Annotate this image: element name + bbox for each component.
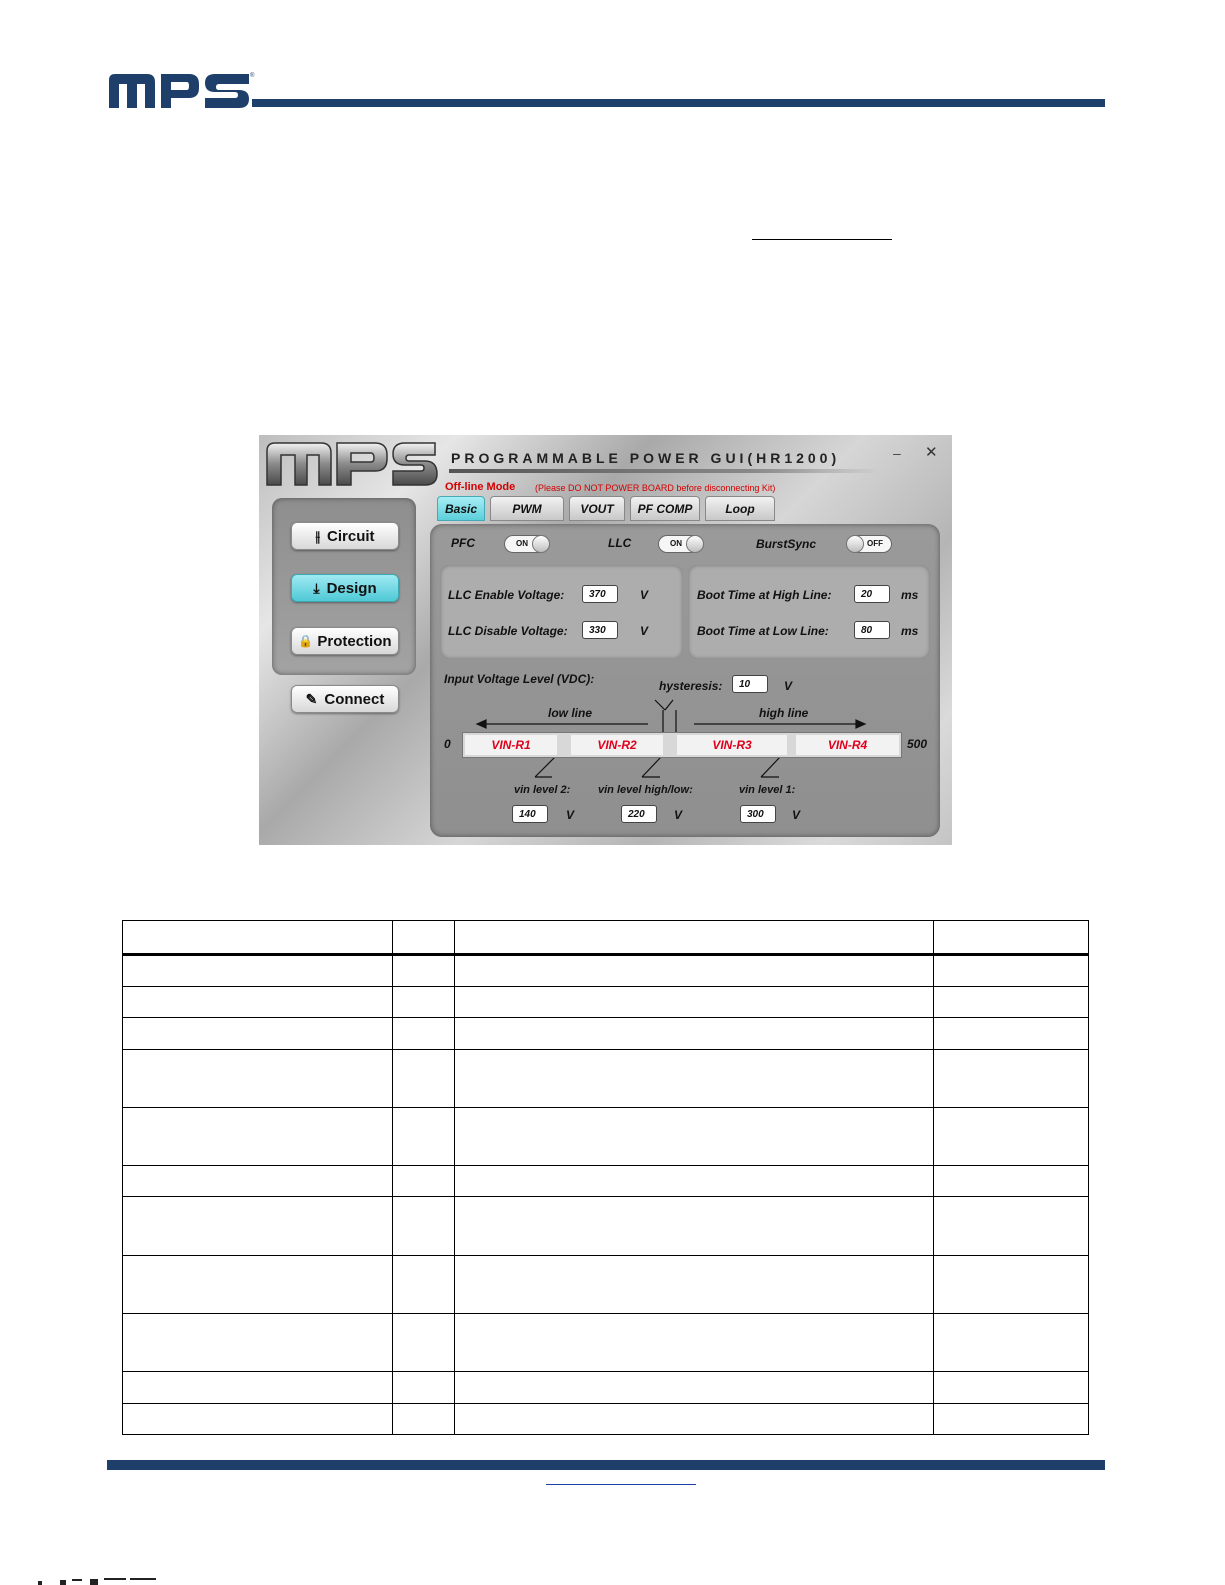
hysteresis-label: hysteresis: — [659, 679, 723, 693]
table-row — [123, 1256, 1089, 1314]
vin-level-high-low-input[interactable]: 220 — [621, 805, 657, 823]
table-row — [123, 987, 1089, 1018]
table-row — [123, 955, 1089, 987]
table-row — [123, 1166, 1089, 1197]
title-underline — [449, 469, 879, 473]
close-button[interactable]: ✕ — [925, 444, 938, 461]
vin-range-segment: VIN-R2 — [571, 735, 663, 755]
llc-disable-input[interactable]: 330 — [582, 621, 618, 639]
boot-high-label: Boot Time at High Line: — [697, 588, 832, 602]
table-row — [123, 1050, 1089, 1108]
llc-enable-input[interactable]: 370 — [582, 585, 618, 603]
unit-label: V — [784, 679, 793, 693]
unit-label: V — [640, 588, 649, 602]
scale-max-label: 500 — [907, 737, 928, 751]
vin-range-segment: VIN-R4 — [796, 735, 899, 755]
tab-pwm[interactable]: PWM — [490, 496, 564, 521]
table-row — [123, 1197, 1089, 1256]
vin-level2-label: vin level 2: — [514, 784, 571, 796]
table-row — [123, 1372, 1089, 1404]
sliders-icon: ⫲ — [315, 527, 321, 544]
basic-settings-panel — [430, 524, 940, 837]
minimize-button[interactable]: – — [893, 445, 901, 461]
table-row — [123, 1404, 1089, 1435]
unit-label: V — [640, 624, 649, 638]
tab-loop[interactable]: Loop — [705, 496, 775, 521]
mode-warning: (Please DO NOT POWER BOARD before disconnecting Kit) — [535, 483, 776, 493]
footer-rule — [107, 1460, 1105, 1470]
toggle-state: ON — [670, 539, 682, 548]
pencil-icon: ✎ — [305, 690, 318, 707]
high-line-label: high line — [759, 706, 809, 720]
tab-pf-comp[interactable]: PF COMP — [630, 496, 700, 521]
lock-icon: 🔒 — [298, 634, 314, 648]
table-row — [123, 1018, 1089, 1050]
llc-disable-label: LLC Disable Voltage: — [448, 624, 568, 638]
gui-screenshot — [259, 435, 952, 845]
burstsync-label: BurstSync — [756, 537, 817, 551]
tab-vout[interactable]: VOUT — [569, 496, 625, 521]
llc-label: LLC — [608, 536, 632, 550]
table-header-row — [123, 921, 1089, 955]
unit-label: V — [792, 808, 801, 822]
registered-mark: ® — [250, 73, 255, 79]
footer-link-underline[interactable] — [546, 1484, 696, 1485]
unit-label: ms — [901, 588, 919, 602]
mode-label: Off-line Mode — [445, 481, 516, 493]
vin-range-segment: VIN-R1 — [465, 735, 557, 755]
toggle-state: OFF — [867, 539, 883, 548]
parameter-table — [122, 920, 1089, 1435]
boot-low-label: Boot Time at Low Line: — [697, 624, 829, 638]
connect-button[interactable] — [291, 685, 399, 713]
toggle-state: ON — [516, 539, 528, 548]
mps-logo — [107, 70, 257, 110]
llc-enable-label: LLC Enable Voltage: — [448, 588, 565, 602]
connect-label: Connect — [324, 690, 385, 708]
sidebar-item-protection[interactable] — [291, 627, 399, 655]
sidebar-item-label: Protection — [317, 632, 392, 650]
download-icon: ⤓ — [313, 579, 320, 596]
vin-level2-input[interactable]: 140 — [512, 805, 548, 823]
table-row — [123, 1314, 1089, 1372]
underlined-blank — [752, 239, 892, 240]
tab-basic[interactable]: Basic — [437, 496, 485, 521]
scale-min-label: 0 — [444, 737, 451, 751]
pfc-label: PFC — [451, 536, 475, 550]
header-rule — [252, 99, 1105, 107]
unit-label: V — [566, 808, 575, 822]
boot-low-input[interactable]: 80 — [854, 621, 890, 639]
table-row — [123, 1108, 1089, 1166]
hysteresis-input[interactable]: 10 — [732, 675, 768, 693]
vin-level1-label: vin level 1: — [739, 784, 796, 796]
vin-level1-input[interactable]: 300 — [740, 805, 776, 823]
unit-label: ms — [901, 624, 919, 638]
page-edge-marks — [38, 1578, 168, 1585]
vin-level-high-low-label: vin level high/low: — [598, 784, 693, 796]
sidebar-item-design[interactable] — [291, 574, 399, 602]
gui-logo — [263, 437, 439, 489]
boot-high-input[interactable]: 20 — [854, 585, 890, 603]
input-level-label: Input Voltage Level (VDC): — [444, 672, 595, 686]
sidebar-item-label: Design — [326, 579, 377, 597]
sidebar-item-circuit[interactable] — [291, 522, 399, 550]
low-line-label: low line — [548, 706, 593, 720]
unit-label: V — [674, 808, 683, 822]
gui-title: PROGRAMMABLE POWER GUI(HR1200) — [451, 450, 841, 466]
vin-range-segment: VIN-R3 — [677, 735, 787, 755]
input-voltage-bar — [462, 732, 902, 758]
sidebar-item-label: Circuit — [327, 527, 375, 545]
